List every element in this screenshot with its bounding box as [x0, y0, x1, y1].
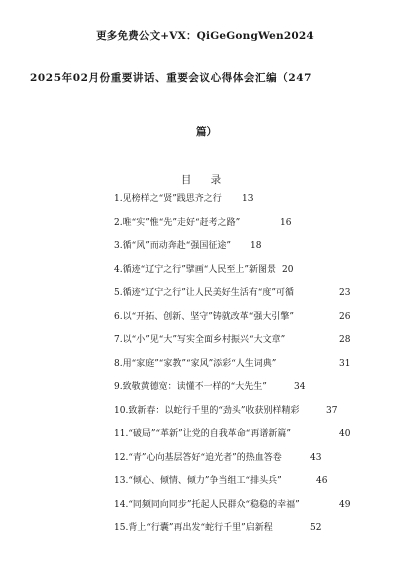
toc-entry-title: 4.循迹“辽宁之行”擘画“人民至上”新图景	[114, 264, 276, 275]
toc-entry-page: 43	[310, 452, 322, 463]
toc-entry[interactable]	[114, 239, 354, 263]
toc-entry[interactable]	[114, 474, 354, 498]
toc-entry[interactable]	[114, 380, 354, 404]
document-title-line-1: 2025年02月份重要讲话、重要会议心得体会汇编（247	[30, 72, 313, 84]
toc-heading: 目 录	[180, 174, 230, 186]
toc-entry[interactable]	[114, 192, 354, 216]
toc-entry-title: 6.以“开拓、创新、坚守”铸就改革“强大引擎”	[114, 311, 294, 322]
toc-entry-title: 8.用“家庭”“家教”“家风”添彩“人生词典”	[114, 358, 277, 369]
toc-entry[interactable]	[114, 498, 354, 522]
toc-entry[interactable]	[114, 521, 354, 545]
toc-entry-title: 12.“青”心向基层答好“追光者”的热血答卷	[114, 452, 282, 463]
toc-entry-title: 11.“破局”“革新”让党的自我革命“再谱新篇”	[114, 429, 291, 439]
toc-entry[interactable]	[114, 404, 354, 428]
toc-entry-title: 7.以“小”见“大”写实全面乡村振兴“大文章”	[114, 335, 286, 345]
toc-entry[interactable]	[114, 216, 354, 240]
toc-entry-page: 37	[326, 405, 338, 416]
toc-entry-title: 10.致新春：以蛇行千里的“劲头”收获别样精彩	[114, 405, 300, 416]
toc-entry-title: 3.循“风”而动奔赴“强国征途”	[114, 241, 231, 251]
toc-entry-page: 52	[310, 523, 322, 533]
toc-entry[interactable]	[114, 286, 354, 310]
toc-entry-page: 31	[339, 358, 351, 369]
toc-entry-title: 1.见榜样之“贤”践思齐之行	[114, 194, 222, 204]
toc-entry-page: 23	[339, 288, 351, 298]
toc-entry-title: 9.致敬黄德宽：读懂不一样的“大先生”	[114, 382, 267, 392]
toc-entry-page: 34	[294, 382, 306, 392]
toc-entry[interactable]	[114, 310, 354, 334]
document-title-line-2: 篇）	[196, 126, 217, 138]
toc-entry[interactable]	[114, 427, 354, 451]
toc-entry-page: 46	[316, 476, 328, 486]
toc-entry[interactable]	[114, 357, 354, 381]
toc-entry[interactable]	[114, 451, 354, 475]
toc-entry-title: 14.“同频同向同步”托起人民群众“稳稳的幸福”	[114, 499, 300, 510]
toc-entry-page: 28	[339, 335, 351, 345]
toc-entry-page: 26	[339, 311, 351, 322]
toc-entry-title: 15.背上“行囊”再出发“蛇行千里”启新程	[114, 523, 273, 533]
table-of-contents	[114, 192, 354, 545]
header-note: 更多免费公文+VX：QiGeGongWen2024	[96, 30, 314, 42]
toc-entry-title: 5.循迹“辽宁之行”让人民美好生活有“度”可循	[114, 288, 294, 298]
toc-entry[interactable]	[114, 263, 354, 287]
toc-entry-title: 13.“倾心、倾情、倾力”争当组工“排头兵”	[114, 476, 282, 486]
toc-entry-page: 16	[280, 217, 292, 228]
toc-entry-page: 20	[282, 264, 294, 275]
toc-entry-page: 49	[339, 499, 351, 510]
toc-entry[interactable]	[114, 333, 354, 357]
toc-entry-page: 40	[339, 429, 351, 439]
toc-entry-page: 13	[242, 194, 254, 204]
toc-entry-title: 2.唯“实”惟“先”走好“赶考之路”	[114, 217, 241, 228]
toc-entry-page: 18	[250, 241, 262, 251]
